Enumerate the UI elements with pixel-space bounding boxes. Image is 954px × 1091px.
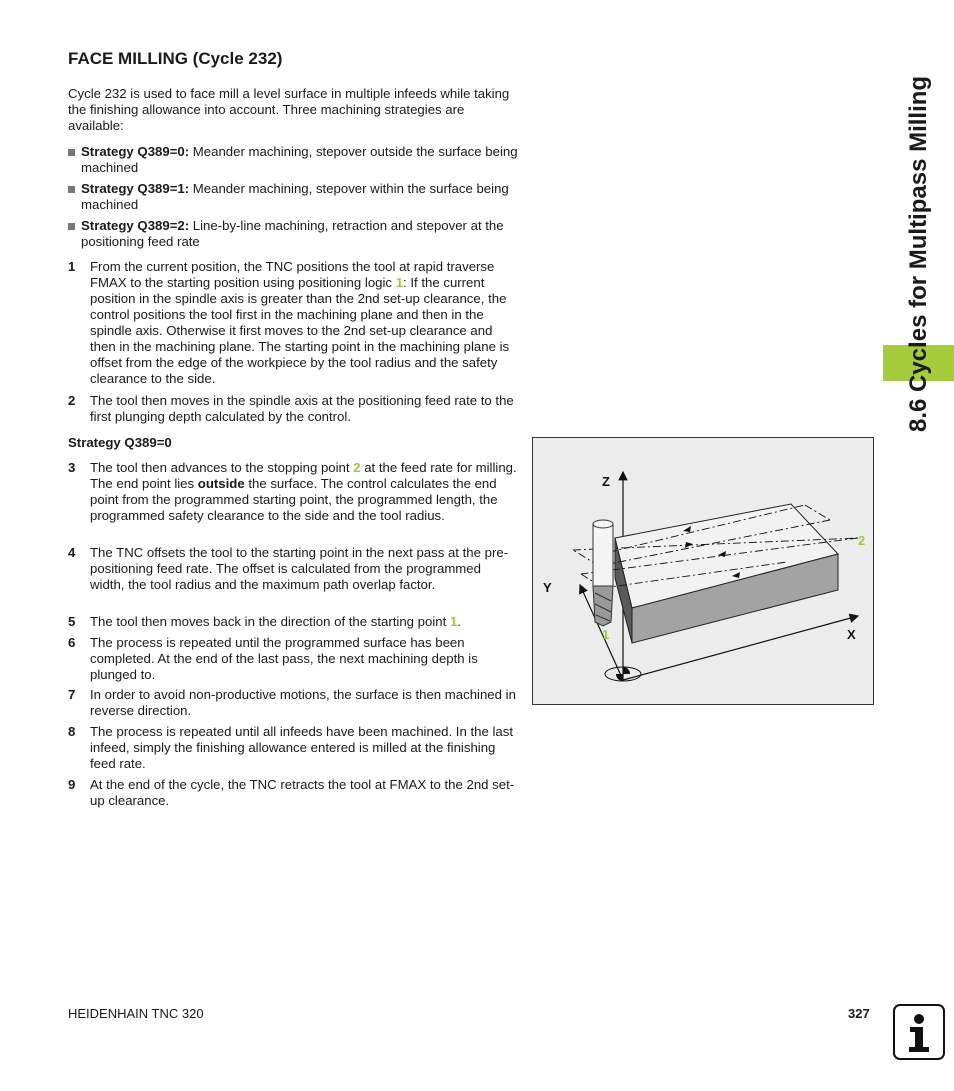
step-number: 3 bbox=[68, 460, 76, 475]
step-text: : If the current position in the spindle axis is greater than the 2nd set-up clearance, the control positions the tool first in the machining plane and then in the spindle axis. Otherwise it first moves to the 2nd set-up clearance and then in the machining plane. The starting point in the machining plane is offset from the edge of the workpiece by the tool radius and the safety clearance to the side. bbox=[90, 275, 510, 386]
point-label-2: 2 bbox=[858, 533, 866, 548]
step-text: the surface. The control calculates the end point from the programmed starting point, the programmed length, the programmed safety clearance to the side and the tool radius. bbox=[90, 476, 498, 523]
strategy-text: Meander machining, stepover within the surface being machined bbox=[81, 181, 509, 212]
axis-label-y: Y bbox=[543, 580, 552, 595]
square-bullet-icon bbox=[68, 223, 75, 230]
point-ref: 1 bbox=[395, 275, 404, 290]
step-item bbox=[68, 259, 518, 387]
intro-paragraph: Cycle 232 is used to face mill a level surface in multiple infeeds while taking the finishing allowance into account. Three machining strategies are available: bbox=[68, 86, 510, 133]
point-ref: 2 bbox=[353, 460, 361, 475]
step-number: 7 bbox=[68, 687, 76, 702]
axis-label-z: Z bbox=[602, 474, 610, 489]
point-label-1: 1 bbox=[602, 627, 610, 642]
step-item bbox=[68, 777, 518, 809]
step-text: The tool then moves in the spindle axis at the positioning feed rate to the first plunging depth calculated by the control. bbox=[90, 393, 514, 424]
axis-label-x: X bbox=[847, 627, 856, 642]
footer-product: HEIDENHAIN TNC 320 bbox=[68, 1006, 204, 1021]
strategy-item bbox=[68, 144, 518, 176]
page-number: 327 bbox=[848, 1006, 870, 1021]
square-bullet-icon bbox=[68, 186, 75, 193]
step-item bbox=[68, 393, 518, 425]
strategy-subheading: Strategy Q389=0 bbox=[68, 435, 172, 450]
step-number: 2 bbox=[68, 393, 76, 408]
step-item bbox=[68, 635, 518, 683]
step-text: The process is repeated until all infeeds have been machined. In the last infeed, simply the finishing allowance entered is milled at the finishing feed rate. bbox=[90, 724, 513, 771]
square-bullet-icon bbox=[68, 149, 75, 156]
point-ref: 1 bbox=[449, 614, 458, 629]
strategy-text: Meander machining, stepover outside the surface being machined bbox=[81, 144, 518, 175]
face-milling-diagram bbox=[532, 437, 874, 705]
step-number: 9 bbox=[68, 777, 76, 792]
step-number: 4 bbox=[68, 545, 76, 560]
step-number: 1 bbox=[68, 259, 76, 274]
strategy-text: Line-by-line machining, retraction and stepover at the positioning feed rate bbox=[81, 218, 504, 249]
strategy-item bbox=[68, 218, 518, 250]
strategy-label: Strategy Q389=1: bbox=[81, 181, 190, 196]
step-number: 6 bbox=[68, 635, 76, 650]
step-text: The tool then moves back in the direction of the starting point bbox=[90, 614, 450, 629]
emphasis: outside bbox=[197, 476, 245, 491]
step-text: In order to avoid non-productive motions, the surface is then machined in reverse direction. bbox=[90, 687, 516, 718]
step-text: At the end of the cycle, the TNC retracts the tool at FMAX to the 2nd set-up clearance. bbox=[90, 777, 515, 808]
step-number: 5 bbox=[68, 614, 76, 629]
step-text: The tool then advances to the stopping point bbox=[90, 460, 354, 475]
step-text: The process is repeated until the programmed surface has been completed. At the end of the last pass, the next machining depth is plunged to. bbox=[90, 635, 478, 682]
step-number: 8 bbox=[68, 724, 76, 739]
step-item bbox=[68, 724, 518, 772]
page-title: FACE MILLING (Cycle 232) bbox=[68, 49, 283, 68]
strategy-item bbox=[68, 181, 518, 213]
step-text: From the current position, the TNC positions the tool at rapid traverse FMAX to the starting position using positioning logic bbox=[90, 259, 495, 290]
step-item bbox=[68, 687, 518, 719]
step-text: The TNC offsets the tool to the starting point in the next pass at the pre-positioning feed rate. The offset is calculated from the programmed width, the tool radius and the maximum path overlap factor. bbox=[90, 545, 509, 592]
milling-tool bbox=[593, 520, 613, 626]
step-text: . bbox=[457, 614, 461, 629]
info-icon bbox=[893, 1004, 945, 1060]
step-item bbox=[68, 460, 518, 524]
strategy-label: Strategy Q389=2: bbox=[81, 218, 190, 233]
chapter-title: 8.6 Cycles for Multipass Milling bbox=[905, 75, 932, 432]
datum-icon bbox=[605, 667, 641, 681]
step-text: at the feed rate for milling. The end point lies bbox=[90, 460, 517, 491]
step-item bbox=[68, 545, 518, 593]
strategy-label: Strategy Q389=0: bbox=[81, 144, 190, 159]
step-item bbox=[68, 614, 518, 630]
